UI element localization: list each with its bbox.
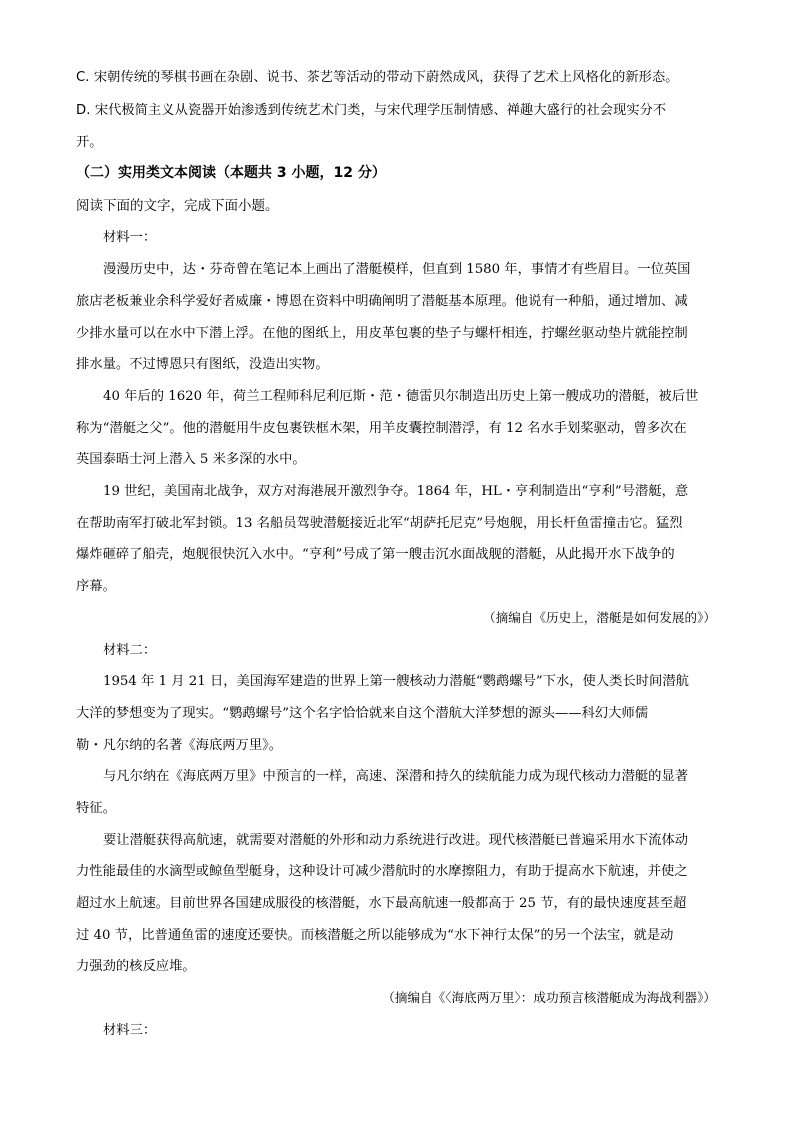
material-2-paragraph-3-line: 力性能最佳的水滴型或鲸鱼型艇身，这种设计可减少潜航时的水摩擦阻力，有助于提高水下航速，并使之 <box>76 864 688 879</box>
material-2-paragraph-3-line: 超过水上航速。目前世界各国建成服役的核潜艇，水下最高航速一般都高于 25 节，有的最快速度甚至超 <box>76 896 687 911</box>
material-1-paragraph-2-line: 40 年后的 1620 年，荷兰工程师科尼利厄斯・范・德雷贝尔制造出历史上第一艘成功的潜艇，被后世 <box>103 389 699 404</box>
material-2-paragraph-1-line: 大洋的梦想变为了现实。“鹦鹉螺号”这个名字恰恰就来自这个潜航大洋梦想的源头——科幻大师儒 <box>76 706 649 721</box>
material-2-paragraph-3-line: 力强劲的核反应堆。 <box>76 959 196 974</box>
material-1-source: （摘编自《历史上，潜艇是如何发展的》） <box>483 610 716 625</box>
material-1-paragraph-3-line: 在帮助南军打破北军封锁。13 名船员驾驶潜艇接近北军“胡萨托尼克”号炮舰，用长杆鱼雷撞击它。猛烈 <box>76 516 683 531</box>
section-title: （二）实用类文本阅读（本题共 3 小题，12 分） <box>76 165 386 181</box>
material-1-paragraph-3-line: 19 世纪，美国南北战争，双方对海港展开激烈争夺。1864 年，HL・亨利制造出“亨利”号潜艇，意 <box>103 484 689 499</box>
material-1-paragraph-2-line: 英国泰晤士河上潜入 5 米多深的水中。 <box>76 452 306 467</box>
material-2-paragraph-2-line: 特征。 <box>76 801 116 816</box>
material-2-paragraph-3-line: 要让潜艇获得高航速，就需要对潜艇的外形和动力系统进行改进。现代核潜艇已普遍采用水下流体动 <box>103 833 689 848</box>
material-1-paragraph-2-line: 称为“潜艇之父”。他的潜艇用牛皮包裹铁框木架，用羊皮囊控制潜浮，有 12 名水手划桨驱动，曾多次在 <box>76 421 687 436</box>
material-2-paragraph-3-line: 过 40 节，比普通鱼雷的速度还要快。而核潜艇之所以能够成为“水下神行太保”的另一个法宝，就是动 <box>76 928 674 943</box>
material-2-label: 材料二： <box>103 643 157 658</box>
material-3-label: 材料三： <box>103 1023 157 1038</box>
material-1-paragraph-1-line: 排水量。不过博恩只有图纸，没造出实物。 <box>76 357 329 372</box>
option-d-line-1: D. 宋代极简主义从瓷器开始渗透到传统艺术门类，与宋代理学压制情感、禅趣大盛行的社会现实分不 <box>76 103 667 118</box>
material-1-paragraph-1-line: 旅店老板兼业余科学爱好者威廉・博恩在资料中明确阐明了潜艇基本原理。他说有一种船，通过增加、减 <box>76 294 688 309</box>
material-2-paragraph-1-line: 勒・凡尔纳的名著《海底两万里》。 <box>76 738 283 753</box>
material-2-source: （摘编自《〈海底两万里〉：成功预言核潜艇成为海战利器》） <box>382 990 716 1005</box>
material-1-paragraph-3-line: 序幕。 <box>76 579 116 594</box>
material-1-paragraph-3-line: 爆炸砸碎了船壳，炮舰很快沉入水中。“亨利”号成了第一艘击沉水面战舰的潜艇，从此揭开水下战争的 <box>76 547 675 562</box>
material-1-paragraph-1-line: 漫漫历史中，达・芬奇曾在笔记本上画出了潜艇模样，但直到 1580 年，事情才有些眉目。一位英国 <box>103 262 691 277</box>
option-d-line-2: 开。 <box>76 135 103 150</box>
material-1-paragraph-1-line: 少排水量可以在水中下潜上浮。在他的图纸上，用皮革包裹的垫子与螺杆相连，拧螺丝驱动垫片就能控制 <box>76 326 688 341</box>
material-1-label: 材料一： <box>103 230 157 245</box>
option-c-line: C. 宋朝传统的琴棋书画在杂剧、说书、茶艺等活动的带动下蔚然成风，获得了艺术上风格化的新形态。 <box>76 70 679 85</box>
section-instruction: 阅读下面的文字，完成下面小题。 <box>76 198 279 214</box>
material-2-paragraph-1-line: 1954 年 1 月 21 日，美国海军建造的世界上第一艘核动力潜艇“鹦鹉螺号”下水，使人类长时间潜航 <box>103 674 689 689</box>
material-2-paragraph-2-line: 与凡尔纳在《海底两万里》中预言的一样，高速、深潜和持久的续航能力成为现代核动力潜艇的显著 <box>103 769 689 784</box>
